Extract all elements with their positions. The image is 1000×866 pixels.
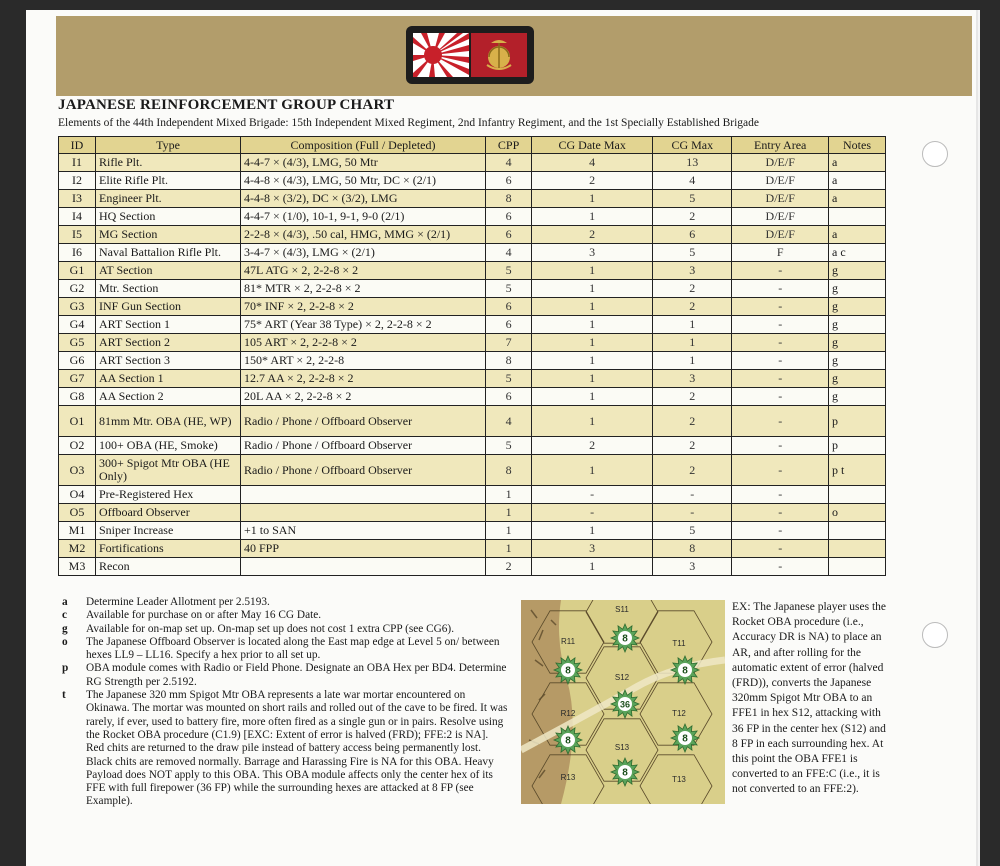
hex-label: S11: [615, 605, 629, 614]
page-title: JAPANESE REINFORCEMENT GROUP CHART: [58, 97, 395, 113]
cell-cg-max: 3: [653, 370, 732, 388]
cell-notes: g: [829, 316, 886, 334]
cell-cg-date-max: 1: [532, 280, 653, 298]
cell-cpp: 1: [486, 522, 532, 540]
cell-cg-max: 5: [653, 244, 732, 262]
cell-id: O4: [59, 486, 96, 504]
hex-map-illustration: [521, 600, 725, 804]
cell-type: AA Section 2: [96, 388, 241, 406]
cell-cg-max: -: [653, 486, 732, 504]
cell-cpp: 6: [486, 208, 532, 226]
table-row: [59, 406, 886, 437]
cell-entry-area: D/E/F: [732, 190, 829, 208]
footnote-item: [58, 689, 508, 809]
cell-cg-date-max: 3: [532, 244, 653, 262]
cell-id: O1: [59, 406, 96, 437]
cell-entry-area: -: [732, 280, 829, 298]
cell-cpp: 4: [486, 406, 532, 437]
counter-value: 8: [682, 733, 688, 745]
cell-id: I5: [59, 226, 96, 244]
col-header-composition: Composition (Full / Depleted): [241, 137, 486, 154]
cell-cpp: 1: [486, 486, 532, 504]
cell-composition: 47L ATG × 2, 2-2-8 × 2: [241, 262, 486, 280]
cell-type: Recon: [96, 558, 241, 576]
col-header-type: Type: [96, 137, 241, 154]
footnote-item: [58, 609, 508, 622]
cell-entry-area: -: [732, 486, 829, 504]
footnote-item: [58, 623, 508, 636]
cell-entry-area: -: [732, 406, 829, 437]
cell-cg-date-max: 4: [532, 154, 653, 172]
cell-type: Elite Rifle Plt.: [96, 172, 241, 190]
cell-cg-date-max: 1: [532, 190, 653, 208]
cell-id: O3: [59, 455, 96, 486]
cell-composition: 40 FPP: [241, 540, 486, 558]
footnote-text: The Japanese 320 mm Spigot Mtr OBA represents a late war mortar encountered on Okinawa. The mortar was mounted on short rails and rolled out of the cave to be fired. It was rarely, if ever, used to battery fire, more often fired as a single gun or in pairs. Resolve using the Rocket OBA procedure (C1.9) [EXC: Extent of error is halved (FRD); FFE:2 is NA]. Red chits are returned to the draw pile instead of battery access being permanently lost. Black chits are removed normally. Barrage and Harassing Fire is NA for this OBA. Heavy Payload does NOT apply to this OBA. This OBA module affects only the center hex of its FFE with full firepower (36 FP) while the surrounding hexes are attacked at 8 FP (see Example).: [86, 689, 508, 808]
cell-notes: [829, 558, 886, 576]
cell-cg-date-max: 1: [532, 455, 653, 486]
cell-cg-date-max: 1: [532, 522, 653, 540]
cell-type: AA Section 1: [96, 370, 241, 388]
cell-entry-area: D/E/F: [732, 226, 829, 244]
footnote-key: c: [62, 609, 68, 622]
col-header-cpp: CPP: [486, 137, 532, 154]
cell-type: AT Section: [96, 262, 241, 280]
cell-id: I3: [59, 190, 96, 208]
hex-label: R12: [560, 709, 576, 718]
cell-cg-max: -: [653, 504, 732, 522]
cell-cg-max: 1: [653, 352, 732, 370]
footnote-text: Available for on-map set up. On-map set up does not cost 1 extra CPP (see CG6).: [86, 622, 455, 635]
counter-value: 8: [565, 735, 571, 747]
cell-notes: g: [829, 298, 886, 316]
footnote-text: The Japanese Offboard Observer is located along the East map edge at Level 5 on/ between hexes LL9 – LL16. Specify a hex prior to all set up.: [86, 635, 500, 662]
cell-composition: 75* ART (Year 38 Type) × 2, 2-2-8 × 2: [241, 316, 486, 334]
cell-cpp: 5: [486, 262, 532, 280]
cell-id: O2: [59, 437, 96, 455]
cell-id: G8: [59, 388, 96, 406]
table-row: [59, 172, 886, 190]
cell-cg-date-max: 1: [532, 370, 653, 388]
cell-cpp: 4: [486, 154, 532, 172]
table-row: [59, 226, 886, 244]
cell-cg-max: 3: [653, 558, 732, 576]
cell-id: G2: [59, 280, 96, 298]
cell-cg-max: 2: [653, 406, 732, 437]
cell-id: M3: [59, 558, 96, 576]
cell-cg-max: 2: [653, 298, 732, 316]
table-row: [59, 208, 886, 226]
cell-notes: g: [829, 388, 886, 406]
table-row: [59, 522, 886, 540]
cell-cg-max: 2: [653, 455, 732, 486]
cell-type: Offboard Observer: [96, 504, 241, 522]
cell-notes: [829, 486, 886, 504]
cell-cg-max: 4: [653, 172, 732, 190]
cell-entry-area: -: [732, 558, 829, 576]
binder-hole: [922, 622, 948, 648]
cell-type: Sniper Increase: [96, 522, 241, 540]
cell-cpp: 6: [486, 388, 532, 406]
cell-type: MG Section: [96, 226, 241, 244]
cell-cpp: 6: [486, 172, 532, 190]
footnote-key: t: [62, 689, 66, 702]
cell-composition: +1 to SAN: [241, 522, 486, 540]
cell-id: O5: [59, 504, 96, 522]
table-row: [59, 298, 886, 316]
cell-type: Fortifications: [96, 540, 241, 558]
cell-entry-area: -: [732, 540, 829, 558]
cell-composition: 4-4-8 × (3/2), DC × (3/2), LMG: [241, 190, 486, 208]
cell-composition: 4-4-8 × (4/3), LMG, 50 Mtr, DC × (2/1): [241, 172, 486, 190]
cell-composition: 70* INF × 2, 2-2-8 × 2: [241, 298, 486, 316]
cell-type: HQ Section: [96, 208, 241, 226]
table-row: [59, 504, 886, 522]
cell-type: Naval Battalion Rifle Plt.: [96, 244, 241, 262]
cell-entry-area: -: [732, 455, 829, 486]
cell-composition: 150* ART × 2, 2-2-8: [241, 352, 486, 370]
cell-id: M1: [59, 522, 96, 540]
cell-cg-date-max: 2: [532, 172, 653, 190]
cell-notes: [829, 522, 886, 540]
cell-cpp: 8: [486, 190, 532, 208]
cell-composition: 4-4-7 × (1/0), 10-1, 9-1, 9-0 (2/1): [241, 208, 486, 226]
cell-cpp: 6: [486, 226, 532, 244]
example-text: EX: The Japanese player uses the Rocket OBA procedure (i.e., Accuracy DR is NA) to place an AR, and after rolling for the automatic extent of error (halved (FRD)), converts the Japanese 320mm Spigot Mtr OBA to an FFE1 in hex S12, attacking with 36 FP in the center hex (S12) and 8 FP in each surrounding hex. At this point the OBA FFE1 is converted to an FFE:C (i.e., it is not converted to an FFE:2).: [732, 601, 887, 796]
cell-cg-max: 5: [653, 190, 732, 208]
oba-example-map: [521, 600, 725, 804]
cell-notes: a: [829, 190, 886, 208]
footnote-key: g: [62, 622, 68, 635]
cell-entry-area: -: [732, 437, 829, 455]
cell-cg-date-max: 1: [532, 334, 653, 352]
table-row: [59, 370, 886, 388]
cell-entry-area: -: [732, 298, 829, 316]
cell-entry-area: D/E/F: [732, 154, 829, 172]
cell-composition: [241, 486, 486, 504]
table-row: [59, 244, 886, 262]
cell-cg-max: 8: [653, 540, 732, 558]
hex-label: T13: [672, 775, 686, 784]
table-row: [59, 352, 886, 370]
cell-type: Engineer Plt.: [96, 190, 241, 208]
cell-cpp: 5: [486, 437, 532, 455]
cell-cg-date-max: 2: [532, 437, 653, 455]
col-header-cg-date-max: CG Date Max: [532, 137, 653, 154]
cell-type: ART Section 1: [96, 316, 241, 334]
hex-label: R11: [560, 637, 576, 646]
cell-notes: g: [829, 262, 886, 280]
cell-entry-area: -: [732, 262, 829, 280]
cell-id: M2: [59, 540, 96, 558]
cell-composition: [241, 558, 486, 576]
cell-notes: a: [829, 226, 886, 244]
cell-cpp: 2: [486, 558, 532, 576]
cell-cg-max: 2: [653, 280, 732, 298]
cell-type: 81mm Mtr. OBA (HE, WP): [96, 406, 241, 437]
cell-notes: g: [829, 370, 886, 388]
cell-entry-area: -: [732, 334, 829, 352]
cell-cg-max: 3: [653, 262, 732, 280]
cell-cg-date-max: -: [532, 504, 653, 522]
hex-label: S12: [614, 673, 630, 682]
cell-id: G1: [59, 262, 96, 280]
cell-notes: g: [829, 334, 886, 352]
cell-cg-date-max: 3: [532, 540, 653, 558]
table-row: [59, 540, 886, 558]
cell-id: G5: [59, 334, 96, 352]
footnote-text: Determine Leader Allotment per 2.5193.: [86, 596, 270, 608]
cell-cpp: 8: [486, 352, 532, 370]
cell-cpp: 5: [486, 280, 532, 298]
col-header-id: ID: [59, 137, 96, 154]
cell-id: I6: [59, 244, 96, 262]
hex-label: T12: [672, 709, 686, 718]
table-row: [59, 334, 886, 352]
cell-composition: 20L AA × 2, 2-2-8 × 2: [241, 388, 486, 406]
cell-cg-date-max: 1: [532, 316, 653, 334]
table-row: [59, 437, 886, 455]
counter-value: 8: [682, 665, 688, 677]
cell-notes: o: [829, 504, 886, 522]
table-row: [59, 262, 886, 280]
footnote-text: OBA module comes with Radio or Field Phone. Designate an OBA Hex per BD4. Determine RG Strength per 2.5192.: [86, 662, 507, 688]
cell-entry-area: D/E/F: [732, 208, 829, 226]
col-header-entry-area: Entry Area: [732, 137, 829, 154]
cell-entry-area: D/E/F: [732, 172, 829, 190]
cell-type: 300+ Spigot Mtr OBA (HE Only): [96, 455, 241, 486]
cell-cg-max: 6: [653, 226, 732, 244]
cell-entry-area: -: [732, 316, 829, 334]
cell-notes: a: [829, 172, 886, 190]
cell-cg-date-max: 1: [532, 262, 653, 280]
cell-id: I4: [59, 208, 96, 226]
hex-label: R13: [560, 773, 576, 782]
usmc-emblem-icon: [471, 33, 527, 77]
cell-notes: g: [829, 352, 886, 370]
footnote-text: Available for purchase on or after May 16 CG Date.: [86, 609, 322, 622]
table-row: [59, 455, 886, 486]
table-row: [59, 316, 886, 334]
cell-type: Rifle Plt.: [96, 154, 241, 172]
table-header-row: [59, 137, 886, 154]
cell-id: I1: [59, 154, 96, 172]
cell-cpp: 6: [486, 316, 532, 334]
cell-cg-max: 2: [653, 208, 732, 226]
cell-cg-date-max: -: [532, 486, 653, 504]
cell-cg-date-max: 1: [532, 208, 653, 226]
counter-value: 8: [565, 665, 571, 677]
footnote-key: a: [62, 596, 68, 608]
cell-type: ART Section 2: [96, 334, 241, 352]
cell-composition: Radio / Phone / Offboard Observer: [241, 437, 486, 455]
cell-composition: Radio / Phone / Offboard Observer: [241, 406, 486, 437]
cell-notes: [829, 540, 886, 558]
cell-cg-date-max: 1: [532, 558, 653, 576]
cell-cpp: 5: [486, 370, 532, 388]
cell-cpp: 4: [486, 244, 532, 262]
nation-flags: [406, 26, 534, 84]
hex-label: S13: [614, 743, 630, 752]
footnotes: [58, 596, 508, 809]
cell-composition: 12.7 AA × 2, 2-2-8 × 2: [241, 370, 486, 388]
cell-type: Mtr. Section: [96, 280, 241, 298]
cell-id: G6: [59, 352, 96, 370]
page-subtitle: Elements of the 44th Independent Mixed Brigade: 15th Independent Mixed Regiment, 2nd Infantry Regiment, and the 1st Specially Established Brigade: [58, 117, 760, 129]
cell-composition: 4-4-7 × (4/3), LMG, 50 Mtr: [241, 154, 486, 172]
cell-notes: p t: [829, 455, 886, 486]
cell-entry-area: -: [732, 352, 829, 370]
footnote-item: [58, 596, 508, 609]
reinforcement-chart-table: [58, 136, 886, 576]
cell-composition: 81* MTR × 2, 2-2-8 × 2: [241, 280, 486, 298]
cell-notes: p: [829, 406, 886, 437]
cell-composition: Radio / Phone / Offboard Observer: [241, 455, 486, 486]
cell-notes: a c: [829, 244, 886, 262]
table-row: [59, 154, 886, 172]
footnote-key: o: [62, 635, 68, 648]
cell-type: ART Section 3: [96, 352, 241, 370]
table-row: [59, 388, 886, 406]
cell-cg-date-max: 1: [532, 298, 653, 316]
cell-id: G7: [59, 370, 96, 388]
counter-value: 8: [622, 767, 628, 779]
cell-cg-max: 1: [653, 334, 732, 352]
cell-cg-date-max: 2: [532, 226, 653, 244]
cell-composition: 105 ART × 2, 2-2-8 × 2: [241, 334, 486, 352]
cell-cpp: 1: [486, 540, 532, 558]
cell-cg-max: 13: [653, 154, 732, 172]
cell-notes: g: [829, 280, 886, 298]
cell-cpp: 1: [486, 504, 532, 522]
col-header-cg-max: CG Max: [653, 137, 732, 154]
table-row: [59, 190, 886, 208]
cell-cpp: 6: [486, 298, 532, 316]
table-body: [59, 154, 886, 576]
cell-composition: 2-2-8 × (4/3), .50 cal, HMG, MMG × (2/1): [241, 226, 486, 244]
counter-value: 36: [619, 699, 631, 710]
cell-cg-date-max: 1: [532, 388, 653, 406]
cell-cpp: 8: [486, 455, 532, 486]
cell-type: 100+ OBA (HE, Smoke): [96, 437, 241, 455]
footnote-item: [58, 662, 508, 689]
footnote-key: p: [62, 662, 69, 675]
cell-id: I2: [59, 172, 96, 190]
cell-entry-area: F: [732, 244, 829, 262]
cell-entry-area: -: [732, 370, 829, 388]
binder-hole: [922, 141, 948, 167]
hex-label: T11: [672, 639, 686, 648]
footnote-item: [58, 636, 508, 663]
table-row: [59, 558, 886, 576]
cell-cg-max: 2: [653, 388, 732, 406]
cell-notes: p: [829, 437, 886, 455]
cell-cg-max: 5: [653, 522, 732, 540]
cell-id: G3: [59, 298, 96, 316]
table-row: [59, 280, 886, 298]
cell-entry-area: -: [732, 522, 829, 540]
cell-cg-date-max: 1: [532, 352, 653, 370]
cell-cg-date-max: 1: [532, 406, 653, 437]
rising-sun-flag-icon: [413, 33, 469, 77]
cell-entry-area: -: [732, 504, 829, 522]
cell-id: G4: [59, 316, 96, 334]
table-row: [59, 486, 886, 504]
cell-entry-area: -: [732, 388, 829, 406]
cell-cg-max: 2: [653, 437, 732, 455]
cell-cg-max: 1: [653, 316, 732, 334]
cell-notes: [829, 208, 886, 226]
col-header-notes: Notes: [829, 137, 886, 154]
cell-composition: [241, 504, 486, 522]
cell-composition: 3-4-7 × (4/3), LMG × (2/1): [241, 244, 486, 262]
cell-notes: a: [829, 154, 886, 172]
cell-cpp: 7: [486, 334, 532, 352]
cell-type: Pre-Registered Hex: [96, 486, 241, 504]
counter-value: 8: [622, 633, 628, 645]
cell-type: INF Gun Section: [96, 298, 241, 316]
